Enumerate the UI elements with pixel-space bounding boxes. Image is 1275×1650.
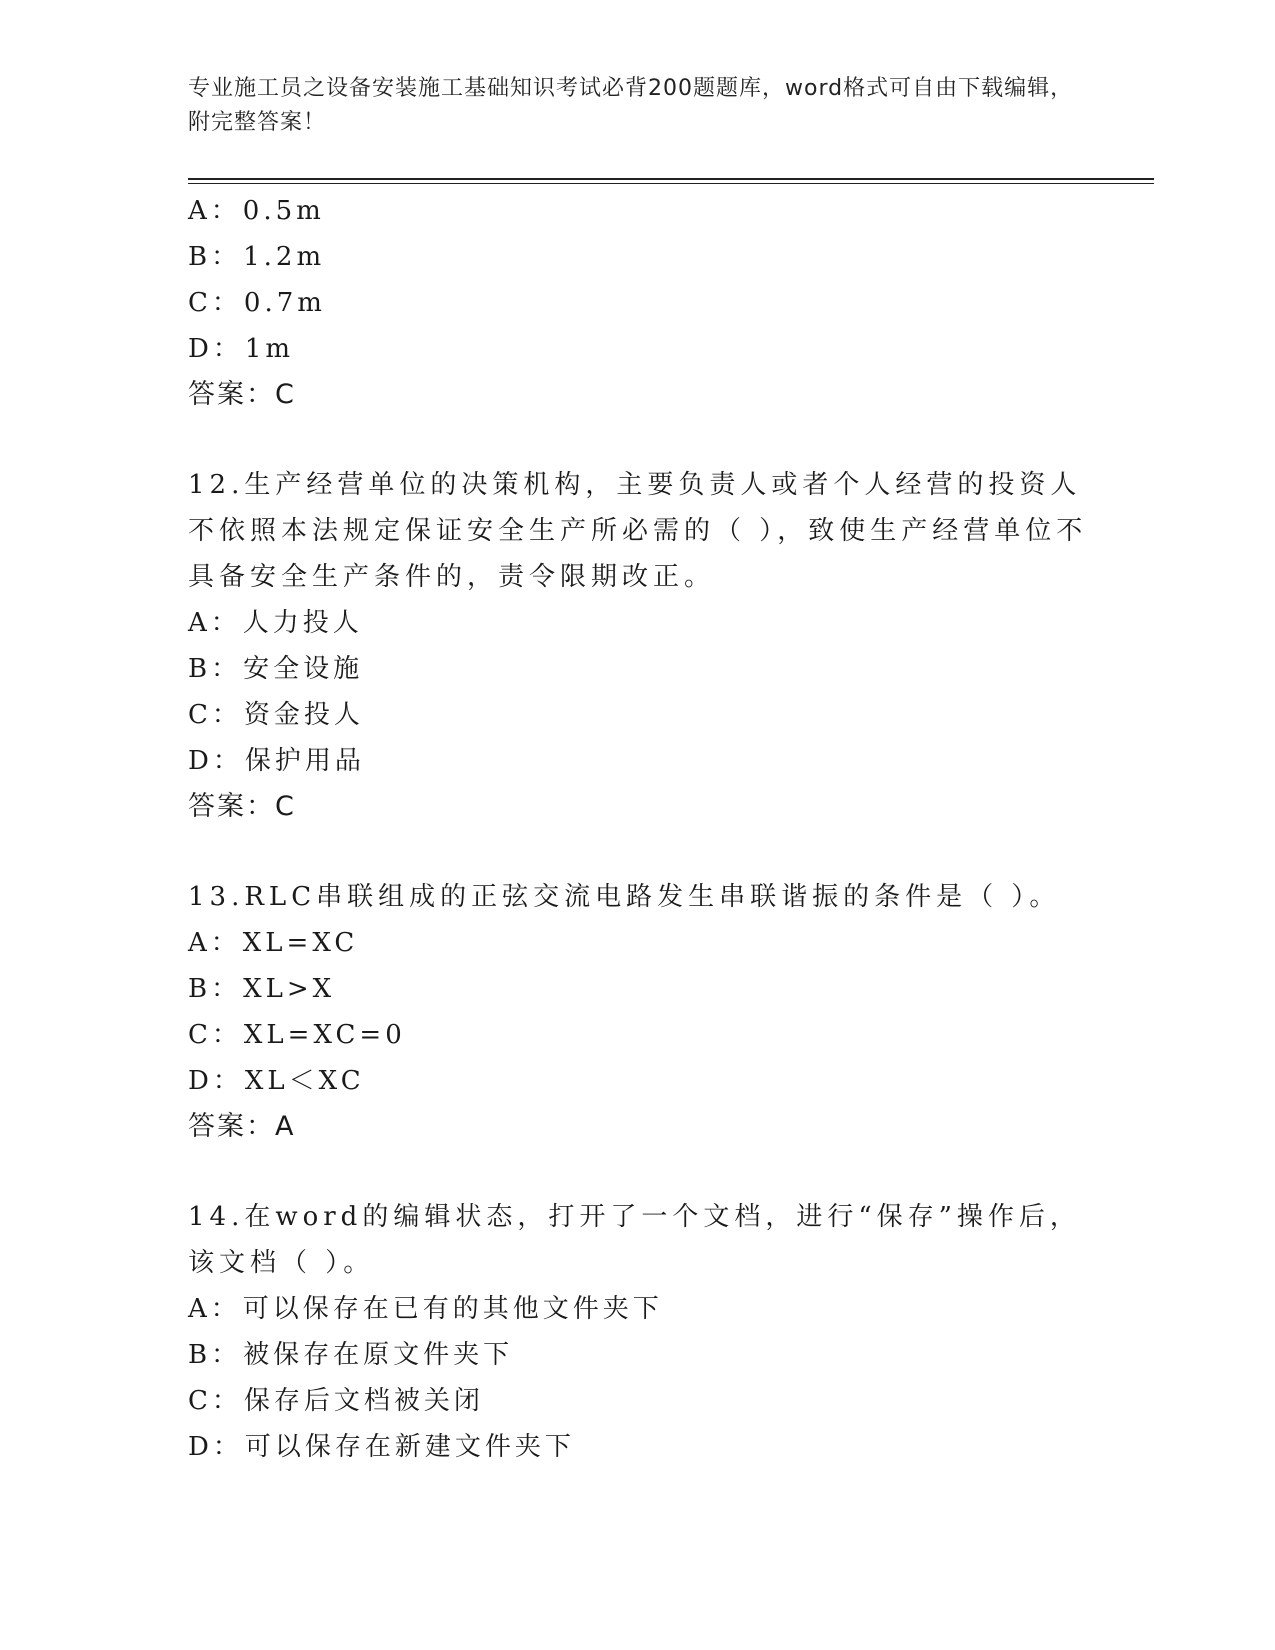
answer: 答案：A bbox=[188, 1111, 296, 1142]
question-stem: 14.在word的编辑状态，打开了一个文档，进行“保存”操作后，该文档（ ）。 bbox=[188, 1202, 1081, 1278]
option-d: D：XL＜XC bbox=[188, 1066, 365, 1096]
option-c: C：资金投人 bbox=[188, 700, 364, 730]
option-b: B：XL>X bbox=[188, 974, 336, 1004]
option-c: C：XL=XC=0 bbox=[188, 1020, 406, 1050]
option-b: B：被保存在原文件夹下 bbox=[188, 1340, 514, 1370]
option-a: A：人力投人 bbox=[188, 608, 363, 638]
option-a: A：0.5m bbox=[188, 196, 325, 226]
question-12 bbox=[188, 462, 1088, 830]
answer: 答案：C bbox=[188, 791, 296, 822]
document-body bbox=[188, 188, 1088, 1470]
option-d: D：可以保存在新建文件夹下 bbox=[188, 1432, 575, 1462]
question-13 bbox=[188, 874, 1088, 1150]
option-a: A：可以保存在已有的其他文件夹下 bbox=[188, 1294, 663, 1324]
question-14 bbox=[188, 1194, 1088, 1470]
option-a: A：XL=XC bbox=[188, 928, 359, 958]
option-d: D：1m bbox=[188, 334, 295, 364]
option-c: C：保存后文档被关闭 bbox=[188, 1386, 484, 1416]
page-header: 专业施工员之设备安装施工基础知识考试必背200题题库，word格式可自由下载编辑，附完整答案！ bbox=[188, 76, 1074, 135]
option-b: B：安全设施 bbox=[188, 654, 364, 684]
header-rule-thin bbox=[188, 183, 1154, 184]
question-stem: 13.RLC串联组成的正弦交流电路发生串联谐振的条件是（ ）。 bbox=[188, 882, 1061, 912]
option-b: B：1.2m bbox=[188, 242, 326, 272]
question-stem: 12.生产经营单位的决策机构，主要负责人或者个人经营的投资人不依照本法规定保证安全生产所必需的（ ），致使生产经营单位不具备安全生产条件的，责令限期改正。 bbox=[188, 470, 1088, 592]
answer: 答案：C bbox=[188, 379, 296, 410]
question-11 bbox=[188, 188, 1088, 418]
option-d: D：保护用品 bbox=[188, 746, 365, 776]
header-rule-thick bbox=[188, 178, 1154, 180]
option-c: C：0.7m bbox=[188, 288, 326, 318]
